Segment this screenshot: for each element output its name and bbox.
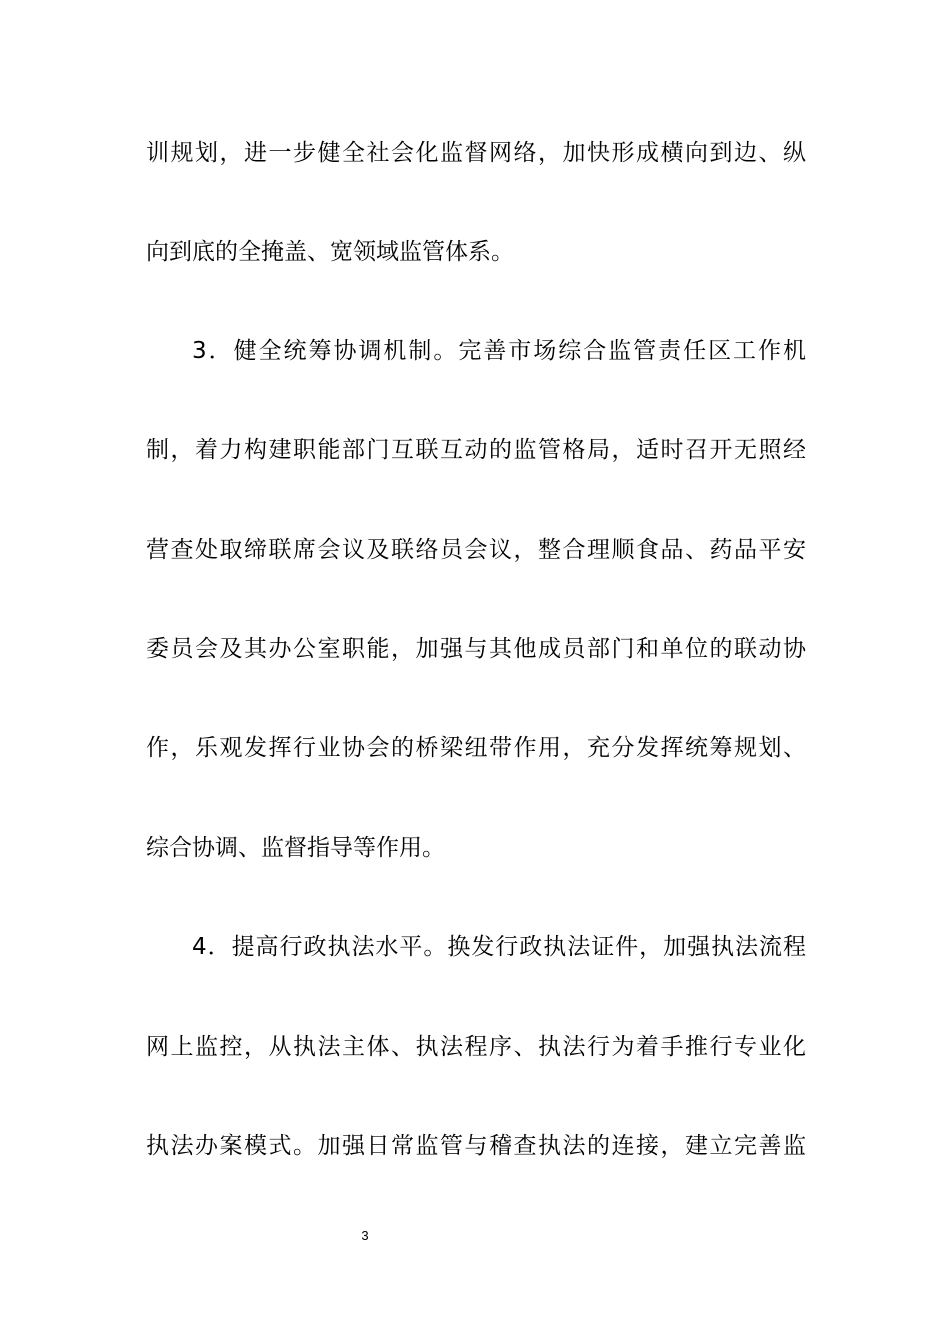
text-line-11: 执法办案模式。加强日常监管与稽查执法的连接，建立完善监 bbox=[146, 1133, 806, 1159]
text-line-6: 委员会及其办公室职能，加强与其他成员部门和单位的联动协 bbox=[146, 636, 806, 662]
text-line-1: 训规划，进一步健全社会化监督网络，加快形成横向到边、纵 bbox=[146, 140, 806, 166]
text-line-5: 营查处取缔联席会议及联络员会议，整合理顺食品、药品平安 bbox=[146, 537, 806, 563]
text-line-8: 综合协调、监督指导等作用。 bbox=[146, 835, 445, 861]
text-line-4: 制，着力构建职能部门互联互动的监管格局，适时召开无照经 bbox=[146, 437, 806, 463]
text-line-3: 3．健全统筹协调机制。完善市场综合监管责任区工作机 bbox=[192, 338, 806, 364]
text-line-9: 4．提高行政执法水平。换发行政执法证件，加强执法流程 bbox=[192, 934, 806, 960]
text-line-10: 网上监控，从执法主体、执法程序、执法行为着手推行专业化 bbox=[146, 1034, 806, 1060]
text-line-7: 作，乐观发挥行业协会的桥梁纽带作用，充分发挥统筹规划、 bbox=[146, 735, 806, 761]
text-line-2: 向到底的全掩盖、宽领域监管体系。 bbox=[146, 239, 514, 265]
page-number: 3 bbox=[361, 1228, 369, 1243]
